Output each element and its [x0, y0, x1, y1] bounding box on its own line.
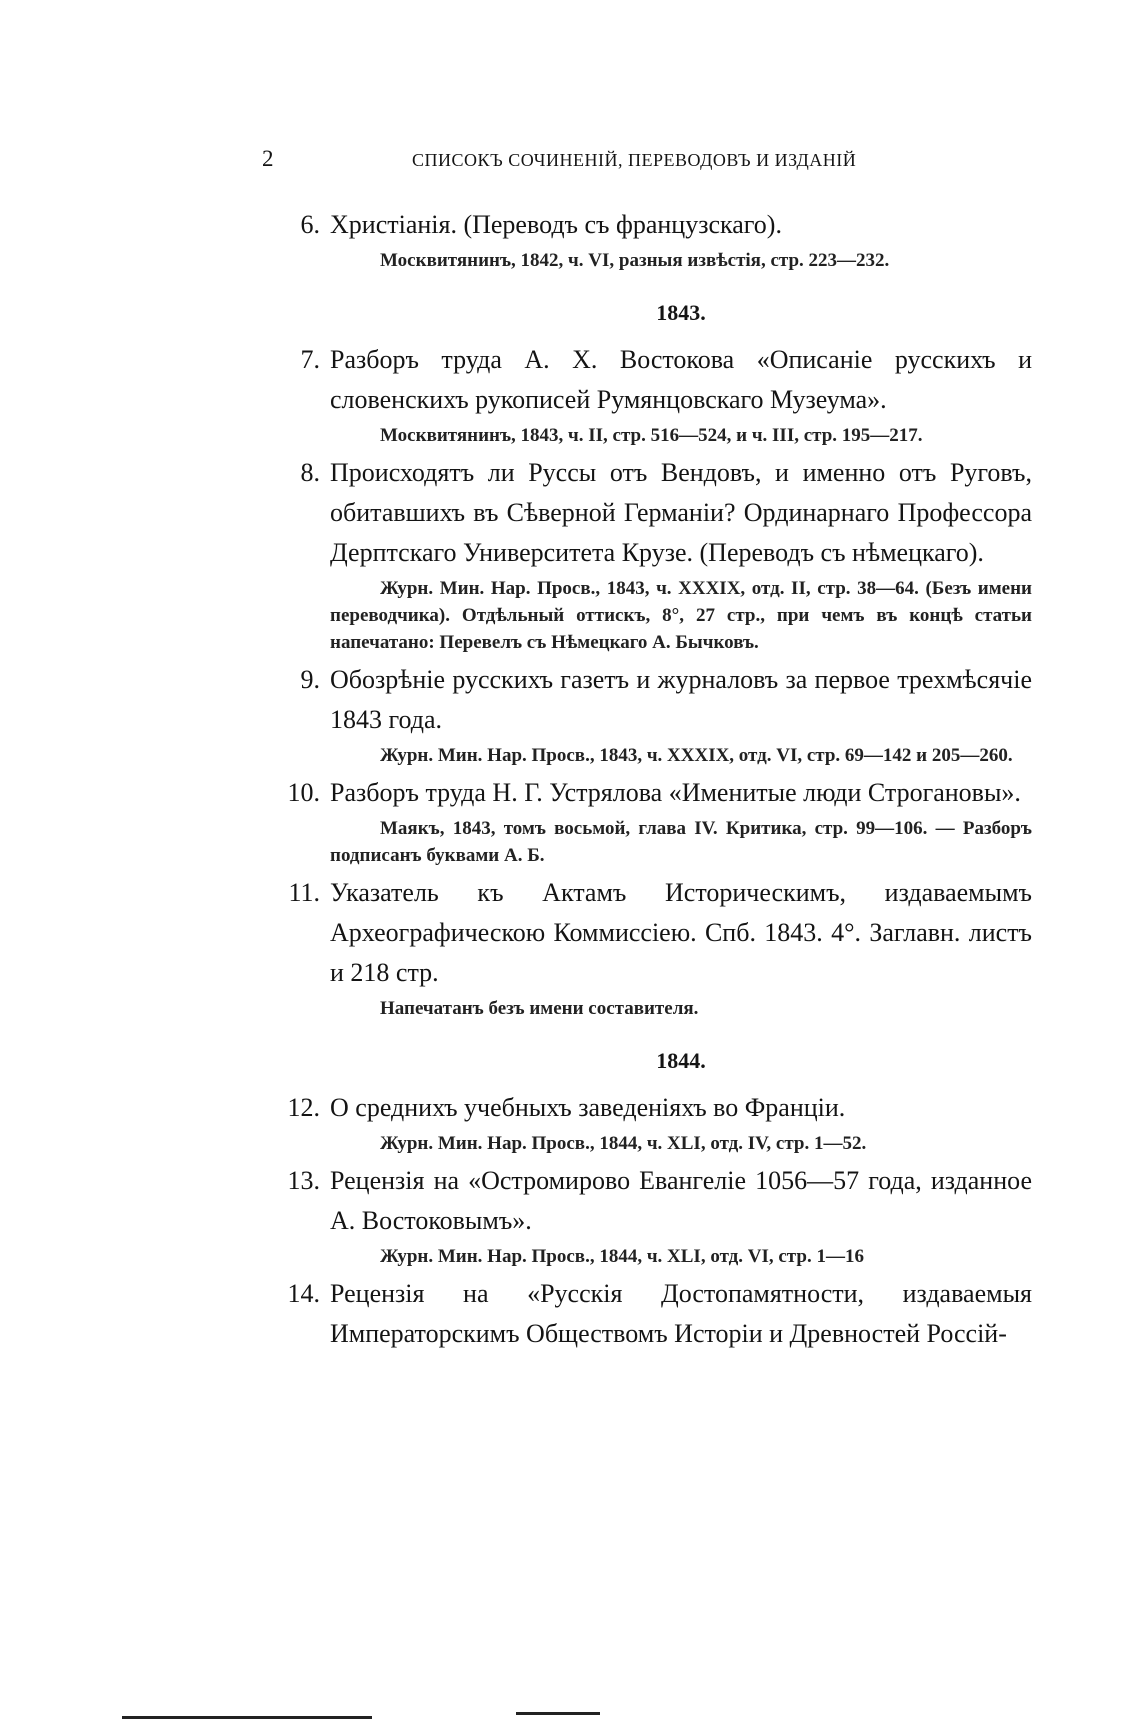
- bibliography-entry-14: [262, 1274, 1032, 1354]
- entry-title: О среднихъ учебныхъ заведеніяхъ во Франціи.: [330, 1093, 846, 1122]
- entry-source: Напечатанъ безъ имени составителя.: [380, 998, 699, 1019]
- entry-source: Журн. Мин. Нар. Просв., 1844, ч. XLI, отд. VI, стр. 1—16: [380, 1246, 864, 1267]
- entry-title: Происходятъ ли Руссы отъ Вендовъ, и именно отъ Руговъ, обитавшихъ въ Сѣверной Германіи? Ординарнаго Профессора Дерптскаго Университета Крузе. (Переводъ съ нѣмецкаго).: [330, 458, 1032, 567]
- entry-number: 9.: [300, 665, 320, 694]
- entry-title: Рецензія на «Русскія Достопамятности, издаваемыя Императорскимъ Обществомъ Исторіи и Древностей Россій-: [330, 1279, 1032, 1348]
- entry-number: 7.: [300, 345, 320, 374]
- bibliography-entry-7: [262, 340, 1032, 449]
- entry-source: Москвитянинъ, 1842, ч. VI, разныя извѣстія, стр. 223—232.: [380, 250, 890, 271]
- bibliography-list: [262, 205, 1032, 1525]
- running-title: СПИСОКЪ СОЧИНЕНІЙ, ПЕРЕВОДОВЪ И ИЗДАНІЙ: [412, 150, 857, 170]
- entry-title: Разборъ труда А. Х. Востокова «Описаніе русскихъ и словенскихъ рукописей Румянцовскаго Музеума».: [330, 345, 1032, 414]
- entry-source: Маякъ, 1843, томъ восьмой, глава IV. Критика, стр. 99—106. — Разборъ подписанъ буквами А. Б.: [330, 818, 1032, 866]
- bibliography-entry-6: [262, 205, 1032, 274]
- bibliography-entry-9: [262, 660, 1032, 769]
- entry-source: Журн. Мин. Нар. Просв., 1844, ч. XLI, отд. IV, стр. 1—52.: [380, 1133, 867, 1154]
- entry-title: Рецензія на «Остромирово Евангеліе 1056—57 года, изданное А. Востоковымъ».: [330, 1166, 1032, 1235]
- entry-source: Москвитянинъ, 1843, ч. II, стр. 516—524, и ч. III, стр. 195—217.: [380, 425, 923, 446]
- bibliography-entry-8: [262, 453, 1032, 656]
- entry-number: 8.: [300, 458, 320, 487]
- entry-title: Христіанія. (Переводъ съ французскаго).: [330, 210, 782, 239]
- entry-number: 12.: [287, 1093, 320, 1122]
- footer-rule: [516, 1712, 600, 1715]
- entry-number: 11.: [288, 878, 320, 907]
- year-heading-1843: 1843.: [656, 300, 706, 325]
- entry-title: Обозрѣніе русскихъ газетъ и журналовъ за первое трехмѣсячіе 1843 года.: [330, 665, 1032, 734]
- entry-title: Разборъ труда Н. Г. Устрялова «Именитые люди Строгановы».: [330, 778, 1021, 807]
- entry-number: 13.: [287, 1166, 320, 1195]
- entry-number: 6.: [300, 210, 320, 239]
- entry-number: 10.: [287, 778, 320, 807]
- bibliography-entry-10: [262, 773, 1032, 869]
- bibliography-entry-12: [262, 1088, 1032, 1157]
- entry-number: 14.: [287, 1279, 320, 1308]
- bibliography-entry-11: [262, 873, 1032, 1022]
- bibliography-entry-13: [262, 1161, 1032, 1270]
- footer-rule: [122, 1716, 372, 1719]
- page-header: [262, 146, 902, 176]
- year-heading-1844: 1844.: [656, 1048, 706, 1073]
- page-number: 2: [262, 146, 274, 171]
- entry-title: Указатель къ Актамъ Историческимъ, издаваемымъ Археографическою Коммиссіею. Спб. 1843. 4°. Заглавн. листъ и 218 стр.: [330, 878, 1032, 987]
- entry-source: Журн. Мин. Нар. Просв., 1843, ч. XXXIX, отд. II, стр. 38—64. (Безъ имени переводчика). Отдѣльный оттискъ, 8°, 27 стр., при чемъ въ концѣ статьи напечатано: Перевелъ съ Нѣмецкаго А. Бычковъ.: [330, 578, 1032, 653]
- entry-source: Журн. Мин. Нар. Просв., 1843, ч. XXXIX, отд. VI, стр. 69—142 и 205—260.: [380, 745, 1013, 766]
